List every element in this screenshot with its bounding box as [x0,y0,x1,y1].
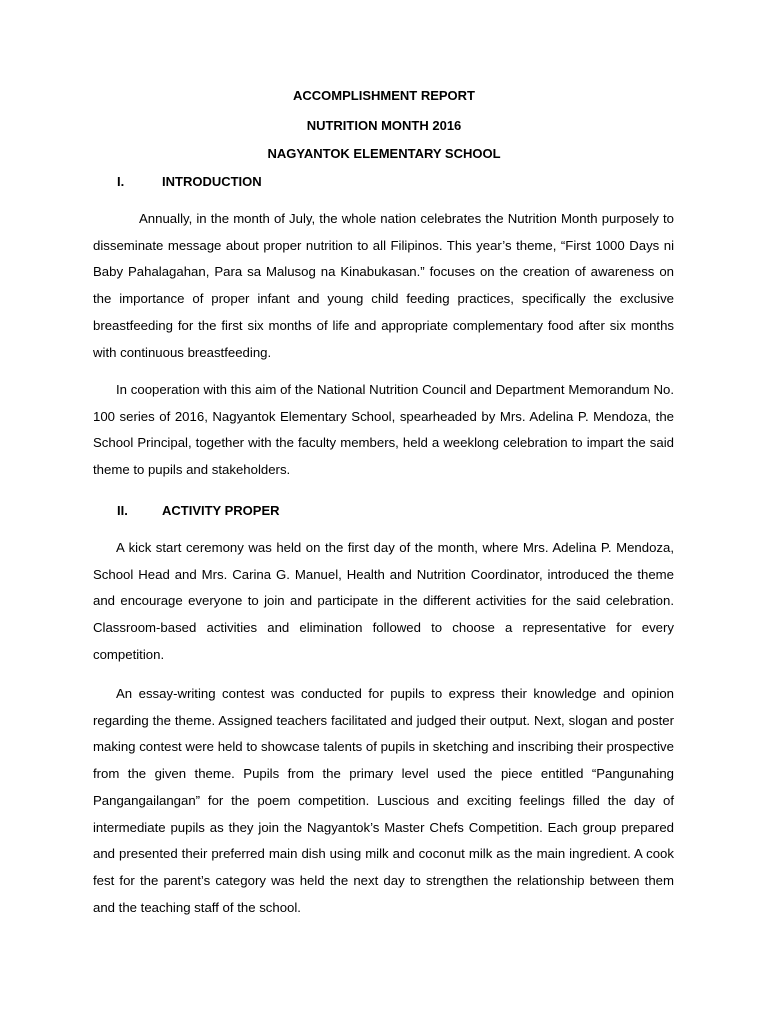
activity-paragraph-2: An essay-writing contest was conducted for pupils to express their knowledge and opinion regarding the theme. Assigned teachers facilitated and judged their output. Next, slogan and poster making contest were held to showcase talents of pupils in sketching and inscribing their prospective from the given theme. Pupils from the primary level used the piece entitled “Pangunahing Pangangailangan” for the poem competition. Luscious and exciting feelings filled the day of intermediate pupils as they join the Nagyantok’s Master Chefs Competition. Each group prepared and presented their preferred main dish using milk and coconut milk as the main ingredient. A cook fest for the parent’s category was held the next day to strengthen the relationship between them and the teaching staff of the school. [93,686,674,915]
section-heading-introduction [117,174,262,190]
document-title: ACCOMPLISHMENT REPORT [293,88,475,103]
section-title: ACTIVITY PROPER [162,503,280,518]
intro-paragraph-1: Annually, in the month of July, the whole nation celebrates the Nutrition Month purposely to disseminate message about proper nutrition to all Filipinos. This year’s theme, “First 1000 Days ni Baby Pahalagahan, Para sa Malusog na Kinabukasan.” focuses on the creation of awareness on the importance of proper infant and young child feeding practices, specifically the exclusive breastfeeding for the first six months of life and appropriate complementary food after six months with continuous breastfeeding. [93,211,674,360]
document-subtitle: NUTRITION MONTH 2016 [306,118,462,133]
section-title: INTRODUCTION [162,174,262,189]
section-number: I. [117,174,125,189]
school-name: NAGYANTOK ELEMENTARY SCHOOL [267,146,501,161]
section-number: II. [117,503,128,518]
section-heading-activity-proper [117,503,280,519]
intro-paragraph-2: In cooperation with this aim of the National Nutrition Council and Department Memorandum No. 100 series of 2016, Nagyantok Elementary School, spearheaded by Mrs. Adelina P. Mendoza, the School Principal, together with the faculty members, held a weeklong celebration to impart the said theme to pupils and stakeholders. [93,382,674,478]
activity-paragraph-1: A kick start ceremony was held on the first day of the month, where Mrs. Adelina P. Mendoza, School Head and Mrs. Carina G. Manuel, Health and Nutrition Coordinator, introduced the theme and encourage everyone to join and participate in the different activities for the said celebration. Classroom-based activities and elimination followed to choose a representative for every competition. [93,540,674,662]
